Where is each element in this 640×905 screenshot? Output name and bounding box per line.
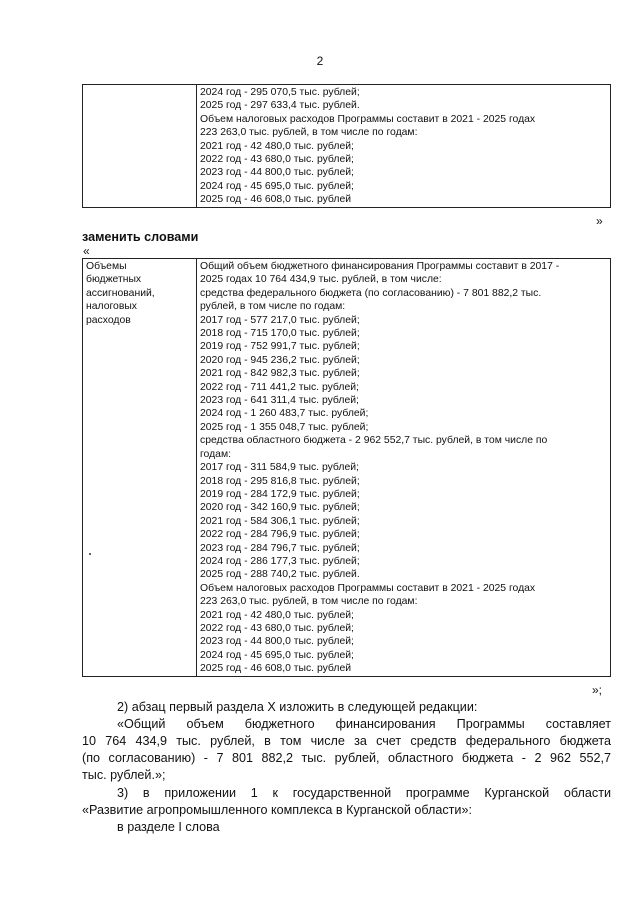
table-line: 2024 год - 45 695,0 тыс. рублей; — [200, 180, 354, 192]
table-line: средства федерального бюджета (по согласованию) - 7 801 882,2 тыс. — [200, 287, 542, 299]
table-label-line: ассигнований, — [86, 287, 155, 299]
table-line: 2019 год - 752 991,7 тыс. рублей; — [200, 341, 360, 353]
table-line: 2023 год - 284 796,7 тыс. рублей; — [200, 542, 360, 554]
page-number: 2 — [316, 54, 324, 68]
opening-quote: « — [83, 244, 90, 258]
table-line: 2024 год - 286 177,3 тыс. рублей; — [200, 555, 360, 567]
table-line: 2023 год - 44 800,0 тыс. рублей; — [200, 636, 354, 648]
table-line: 2024 год - 295 070,5 тыс. рублей; — [200, 87, 360, 98]
table-line: 2021 год - 584 306,1 тыс. рублей; — [200, 515, 360, 527]
table-line: 2025 год - 1 355 048,7 тыс. рублей; — [200, 421, 369, 433]
table-label-line: бюджетных — [86, 274, 142, 286]
table-value-cell — [197, 259, 611, 677]
table-line: 2023 год - 44 800,0 тыс. рублей; — [200, 167, 354, 179]
table-line: 2025 год - 46 608,0 тыс. рублей — [200, 663, 352, 675]
paragraph-3-line-3: в разделе I слова — [117, 820, 220, 834]
table-line: 2022 год - 711 441,2 тыс. рублей; — [200, 381, 359, 393]
table-line: 2025 год - 288 740,2 тыс. рублей. — [200, 569, 360, 581]
table-line: 2021 год - 42 480,0 тыс. рублей; — [200, 140, 354, 152]
table-line: 2024 год - 1 260 483,7 тыс. рублей; — [200, 408, 369, 420]
table-label-line: Объемы — [86, 261, 127, 272]
table-line: Объем налоговых расходов Программы составит в 2021 - 2025 годах — [200, 113, 536, 125]
table-line: 2021 год - 842 982,3 тыс. рублей; — [200, 368, 360, 380]
paragraph-2-line-3: (по согласованию) - 7 801 882,2 тыс. рублей, областного бюджета - 2 962 552,7 — [82, 751, 611, 765]
table-line: 2020 год - 945 236,2 тыс. рублей; — [200, 354, 360, 366]
table-line: 2020 год - 342 160,9 тыс. рублей; — [200, 502, 360, 514]
table-line: 2025 год - 46 608,0 тыс. рублей — [200, 194, 352, 206]
table-line: Общий объем бюджетного финансирования Программы составит в 2017 - — [200, 261, 560, 272]
budget-table-new — [82, 258, 611, 677]
table-label-cell — [83, 259, 197, 677]
table-line: 223 263,0 тыс. рублей, в том числе по годам: — [200, 127, 418, 139]
table-line: рублей, в том числе по годам: — [200, 301, 346, 313]
table-line: 2025 годах 10 764 434,9 тыс. рублей, в том числе: — [200, 274, 442, 286]
table-line: 2025 год - 297 633,4 тыс. рублей. — [200, 100, 360, 112]
table-line: 2019 год - 284 172,9 тыс. рублей; — [200, 488, 360, 500]
closing-quote-semicolon: »; — [592, 683, 603, 697]
paragraph-2-line-4: тыс. рублей.»; — [82, 768, 166, 782]
paragraph-2-line-2: 10 764 434,9 тыс. рублей, в том числе за счет средств федерального бюджета — [82, 734, 611, 748]
paragraph-3-line-1: 3) в приложении 1 к государственной программе Курганской области — [117, 786, 611, 800]
table-line: 2023 год - 641 311,4 тыс. рублей; — [200, 395, 359, 407]
paragraph-2-line-1: «Общий объем бюджетного финансирования Программы составляет — [117, 717, 611, 731]
table-label-line: налоговых — [86, 301, 137, 313]
table-line: 223 263,0 тыс. рублей, в том числе по годам: — [200, 596, 418, 608]
table-line: 2018 год - 715 170,0 тыс. рублей; — [200, 328, 360, 340]
table-line: средства областного бюджета - 2 962 552,7 тыс. рублей, в том числе по — [200, 435, 548, 447]
table-line: 2017 год - 577 217,0 тыс. рублей; — [200, 314, 360, 326]
table-line: годам: — [200, 448, 231, 460]
table-line: 2024 год - 45 695,0 тыс. рублей; — [200, 649, 354, 661]
scan-dot — [89, 553, 91, 555]
table-line: 2022 год - 43 680,0 тыс. рублей; — [200, 622, 354, 634]
table-line: 2022 год - 284 796,9 тыс. рублей; — [200, 529, 360, 541]
table-line: 2022 год - 43 680,0 тыс. рублей; — [200, 154, 354, 166]
budget-table-old — [82, 84, 611, 208]
paragraph-3-line-2: «Развитие агропромышленного комплекса в Курганской области»: — [82, 803, 472, 817]
table-label-line: расходов — [86, 314, 131, 326]
table-line: 2017 год - 311 584,9 тыс. рублей; — [200, 462, 359, 474]
table-label-cell-empty — [83, 85, 197, 208]
table-line: 2018 год - 295 816,8 тыс. рублей; — [200, 475, 360, 487]
table-value-cell — [197, 85, 611, 208]
paragraph-2-intro: 2) абзац первый раздела X изложить в следующей редакции: — [117, 700, 478, 714]
closing-quote: » — [596, 214, 603, 228]
table-line: Объем налоговых расходов Программы составит в 2021 - 2025 годах — [200, 582, 536, 594]
table-line: 2021 год - 42 480,0 тыс. рублей; — [200, 609, 354, 621]
replace-words-heading: заменить словами — [82, 230, 199, 244]
